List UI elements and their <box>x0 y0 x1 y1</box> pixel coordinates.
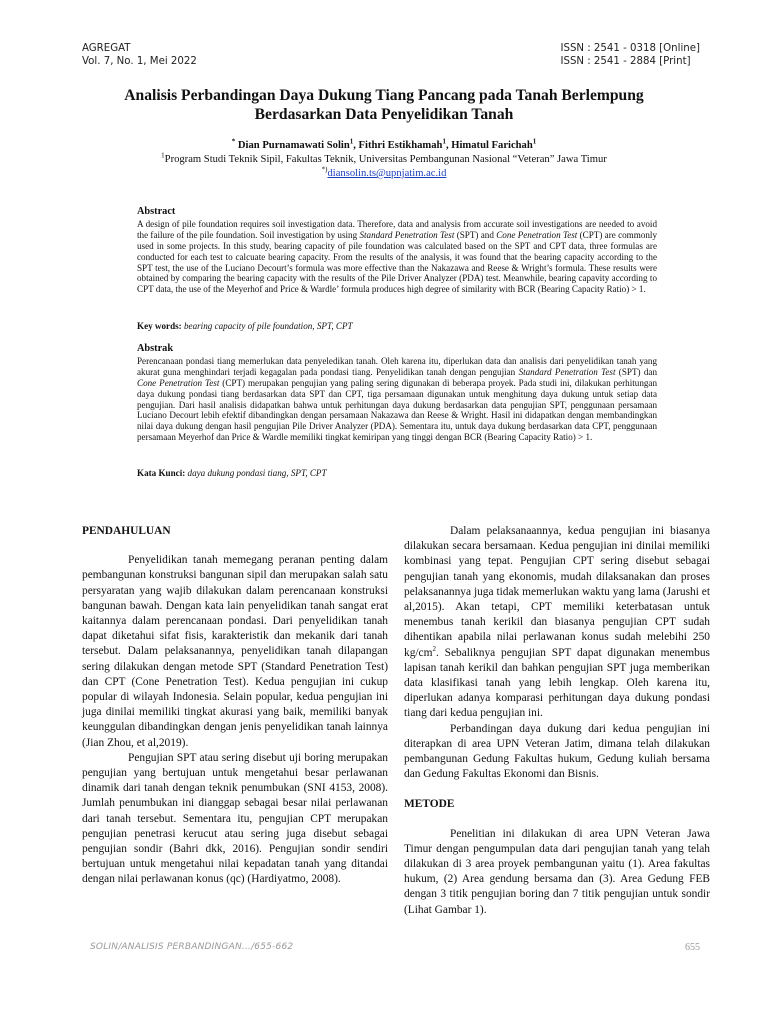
keywords-english-label: Key words: <box>137 321 182 331</box>
issn-online: ISSN : 2541 - 0318 [Online] <box>560 43 700 54</box>
keywords-indonesian-value: daya dukung pondasi tiang, SPT, CPT <box>187 468 327 478</box>
body-column-left <box>82 524 388 888</box>
paper-title <box>70 86 698 124</box>
paragraph: Penelitian ini dilakukan di area UPN Veteran Jawa Timur dengan pengumpulan data dari pengujian tanah yang telah dilakukan di 3 area proyek pembangunan yaitu (1). Area fakultas hukum, (2) Area gendung bersama dan (3). Area Gedung FEB dengan 3 titik pengujian boring dan 7 titik pengujian untuk sondir (Lihat Gambar 1). <box>404 827 710 916</box>
abstract-english <box>137 207 657 295</box>
journal-name: AGREGAT <box>82 43 131 54</box>
paper-title-line-1: Analisis Perbandingan Daya Dukung Tiang Pancang pada Tanah Berlempung <box>124 87 644 104</box>
abstract-indonesian-body: Perencanaan pondasi tiang memerlukan data penyeledikan tanah. Oleh karena itu, diperlukan data dan analisis dari penyelidikan tanah yang akurat guna menghindari terjadi kegagalan pada pondasi tiang. Penyelidikan tanah dengan pengujian Standard Penetration Test (SPT) dan Cone Penetration Test (CPT) merupakan pengujian yang paling sering digunakan di beberapa proyek. Pada studi ini, dilakukan perhitungan daya dukung pondasi tiang berdasarkan data SPT dan CPT, tiga persamaan digunakan untuk menghitung daya dukung untuk setiap data pengujian. Dari hasil analisis didapatkan bahwa untuk perhitungan daya dukung berdasarkan data pengujian SPT, penggunaan persamaan Luciano Decourt lebih efektif dibandingkan dengan persamaan Nakazawa dan Reese & Wright. Hasil ini didapatkan dengan membandingkan nilai daya dukung dengan hasil pengujian Pile Driver Analyzer (PDA). Sementara itu, untuk daya dukung berdasarkan data CPT, penggunaan persamaan Meyerhof dan Price & Wardle memiliki tingkat kemiripan yang tinggi dengan BCR (Bearing Capacity Ratio) > 1. <box>137 355 657 443</box>
running-footer-title: SOLIN/ANALISIS PERBANDINGAN.../655-662 <box>90 942 294 952</box>
journal-header-left <box>82 42 197 68</box>
paragraph: Perbandingan daya dukung dari kedua pengujian ini diterapkan di area UPN Veteran Jatim, dimana telah dilakukan pembangunan Gedung Fakultas hukum, Gedung kuliah bersama dan Gedung Fakultas Ekonomi dan Bisnis. <box>404 722 710 781</box>
issn-print: ISSN : 2541 - 2884 [Print] <box>560 56 691 67</box>
journal-header-right <box>560 42 700 68</box>
abstract-indonesian-heading: Abstrak <box>137 343 174 354</box>
abstract-english-body: A design of pile foundation requires soil investigation data. Therefore, data and analysis from accurate soil investigations are needed to avoid the failure of the pile foundation. Soil investigation by using Standard Penetration Test (SPT) and Cone Penetration Test (CPT) are commonly used in some projects. In this study, bearing capacity of pile foundation was calculated based on the SPT and CPT data, three formulas are conducted for each test to calcuate bearing capacity. From the results of the analysis, it was found that the bearing capacity according to the SPT test, the use of the Luciano Decourt’s formula was more effective than the Nakazawa and Reese & Wright’s formula. These results were obtained by comparing the bearing capacity with the results of the Pile Driver Analyzer (PDA) test. Meanwhile, bearing capavity according to CPT data, the use of the Meyerhof and Price & Wardle’ formula produces high degree of similarity with BCR (Bearing Capacity Ratio) > 1. <box>137 218 657 295</box>
paragraph: Pengujian SPT atau sering disebut uji boring merupakan pengujian yang bertujuan untuk mengetahui besar perlawanan dinamik dari tanah dengan teknik penumbukan (SNI 4153, 2008). Jumlah penumbukan ini dianggap sebagai besar nilai perlawanan dari tanah tersebut. Sementara itu, pengujian CPT merupakan pengujian penetrasi kerucut atau sering juga disebut sebagai pengujian sondir (Bahri dkk, 2016). Pengujian sondir sendiri bertujuan untuk mengetahui nilai kepadatan tanah yang ditandai dengan nilai perlawanan konus (qc) (Hardiyatmo, 2008). <box>82 751 388 886</box>
author-email-line: *)diansolin.ts@upnjatim.ac.id <box>321 165 447 179</box>
keywords-english-value: bearing capacity of pile foundation, SPT, CPT <box>184 321 353 331</box>
author-email-link[interactable]: diansolin.ts@upnjatim.ac.id <box>327 168 447 179</box>
author-names: * Dian Purnamawati Solin$^1$, Fithri Estikhamah$^1$, Himatul Farichah$^1$ <box>231 137 537 151</box>
abstract-english-heading: Abstract <box>137 206 176 217</box>
section-heading-pendahuluan: PENDAHULUAN <box>82 525 171 537</box>
paragraph: Dalam pelaksanaannya, kedua pengujian ini biasanya dilakukan secara bersamaan. Kedua pengujian ini dinilai memiliki kombinasi yang tepat. Pengujian CPT sering disebut sebagai pengujian tanah yang ekonomis, mudah dilaksanakan dan proses pelaksanannya juga tidak memerlukan waktu yang lama (Jarushi et al,2015). Akan tetapi, CPT memiliki keterbatasan untuk menembus tanah kerikil dan biasanya pengujian CPT sudah dihentikan apabila nilai perlawanan konus sudah melebihi 250 $kg/cm^2$. Sebaliknya pengujian SPT dapat digunakan menembus lapisan tanah kerikil dan bahkan pengujian SPT juga memberikan data klasifikasi tanah yang lebih lengkap. Oleh karena itu, diperlukan adanya komparasi perhitungan daya dukung pondasi tiang dari kedua pengujian ini. <box>404 525 710 720</box>
author-block <box>70 139 698 181</box>
section-heading-metode: METODE <box>404 798 455 811</box>
author-affiliation: $^1$Program Studi Teknik Sipil, Fakultas Teknik, Universitas Pembangunan Nasional “Veteran” Jawa Timur <box>161 151 607 165</box>
body-column-right <box>404 524 710 918</box>
page-number: 655 <box>685 942 700 953</box>
keywords-english <box>137 321 657 332</box>
abstract-indonesian <box>137 344 657 443</box>
keywords-indonesian <box>137 468 657 479</box>
paragraph: Penyelidikan tanah memegang peranan penting dalam pembangunan konstruksi bangunan sipil dan merupakan salah satu persyaratan yang wajib dilakukan dalam perencanaan konstruksi bangunan bawah. Dengan kata lain penyelidikan tanah sangat erat kaitannya dalam perencanaan pondasi. Dari penyelidikan tanah dapat diketahui sifat fisis, karakteristik dan mekanik dari tanah tersebut. Dalam pelaksanannya, penyelidikan tanah dilapangan sering dilakukan dengan metode SPT (Standard Penetration Test) dan CPT (Cone Penetration Test). Kedua pengujian ini cukup popular di wilayah Indonesia. Selain popular, kedua pengujian ini juga dinilai memiliki tingkat akurasi yang baik, memiliki banyak keunggulan dibandingkan dengan jenis penyelidikan tanah lainnya (Jian Zhou, et al,2019). <box>82 554 388 749</box>
keywords-indonesian-label: Kata Kunci: <box>137 468 186 478</box>
journal-volume: Vol. 7, No. 1, Mei 2022 <box>82 56 197 67</box>
paper-title-line-2: Berdasarkan Data Penyelidikan Tanah <box>254 106 514 123</box>
